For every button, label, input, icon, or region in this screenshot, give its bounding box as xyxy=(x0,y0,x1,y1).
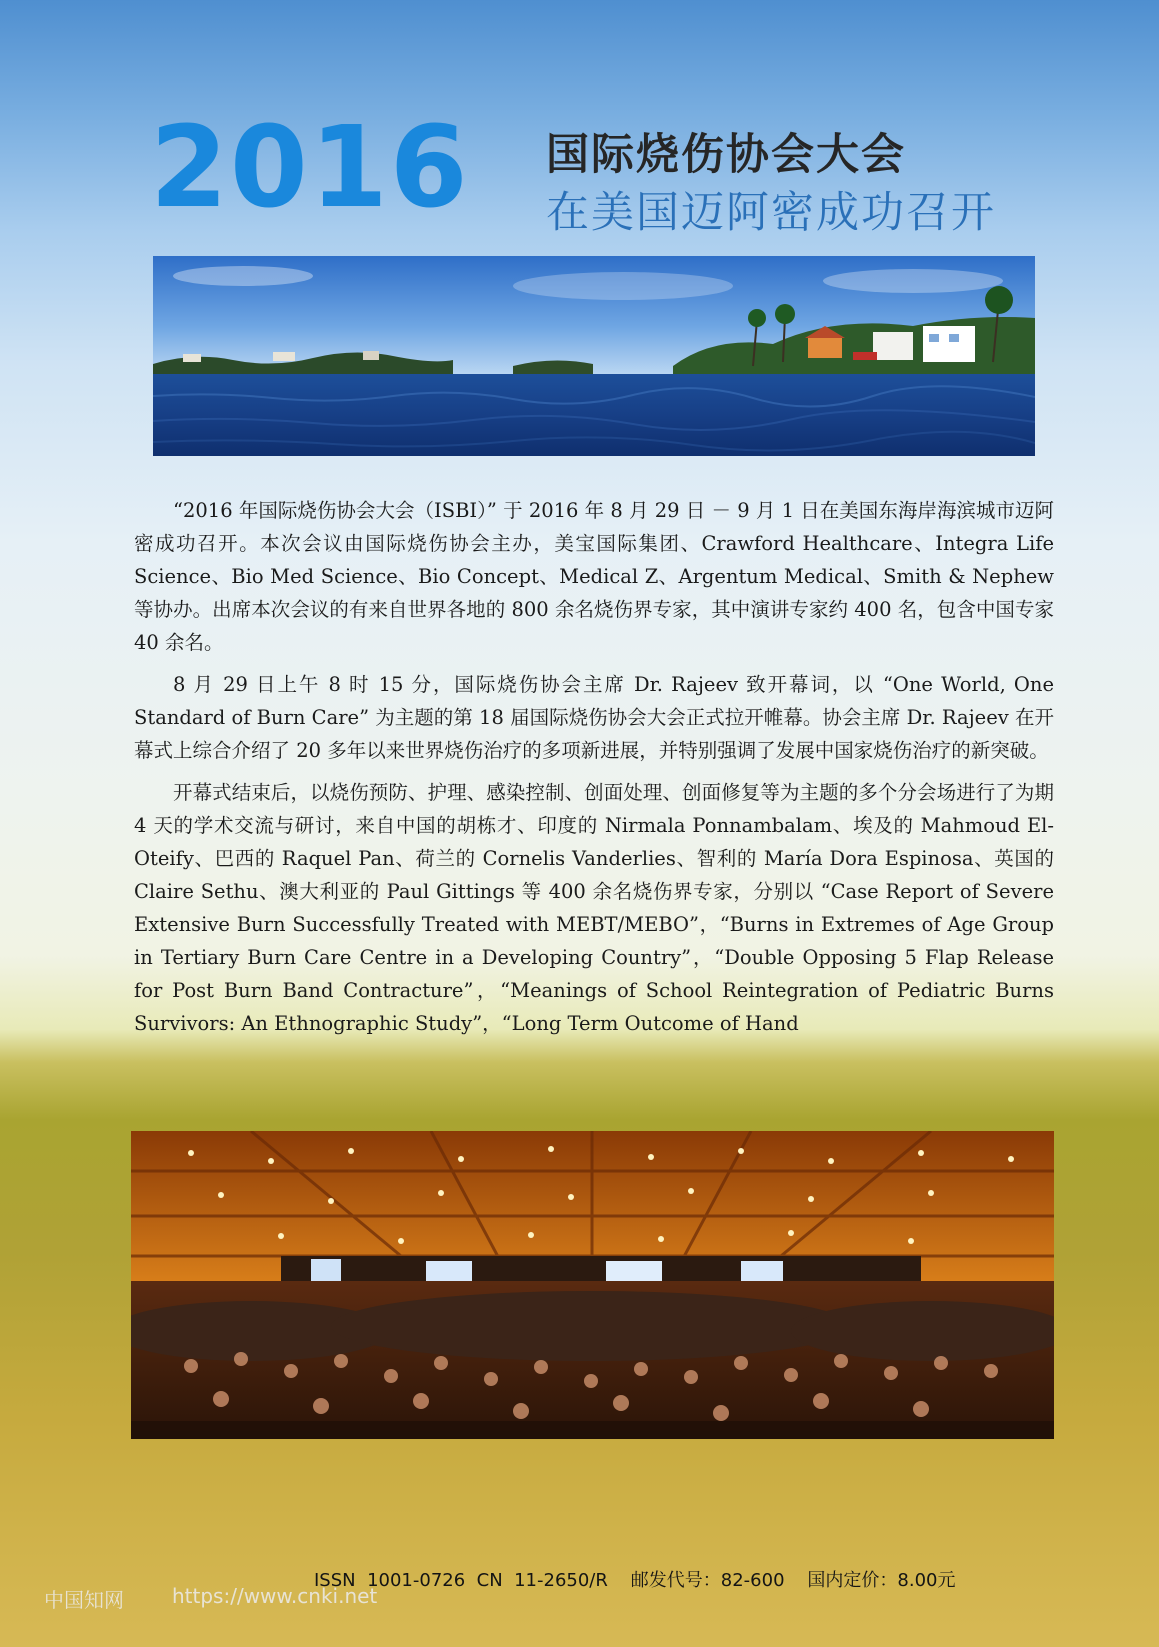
headline-title-line2: 在美国迈阿密成功召开 xyxy=(546,188,996,238)
conference-hall-photo xyxy=(131,1131,1054,1439)
article-paragraph-1: “2016 年国际烧伤协会大会（ISBI）” 于 2016 年 8 月 29 日 － 9 月 1 日在美国东海岸海滨城市迈阿密成功召开。本次会议由国际烧伤协会主办，美宝国际集团、Crawford Healthcare、Integra Life Science、Bio Med Science、Bio Concept、Medical Z、Argentum Medical、Smith & Nephew 等协办。出席本次会议的有来自世界各地的 800 余名烧伤界专家，其中演讲专家约 400 名，包含中国专家 40 余名。 xyxy=(134,499,1054,654)
headline-year: 2016 xyxy=(150,103,470,233)
watermark-url: https://www.cnki.net xyxy=(172,1584,378,1608)
headline-title-line1: 国际烧伤协会大会 xyxy=(546,130,906,180)
miami-waterfront-photo xyxy=(153,256,1035,456)
article-paragraph-2: 8 月 29 日上午 8 时 15 分，国际烧伤协会主席 Dr. Rajeev 致开幕词，以 “One World, One Standard of Burn Care” 为主题的第 18 届国际烧伤协会大会正式拉开帷幕。协会主席 Dr. Rajeev 在开幕式上综合介绍了 20 多年以来世界烧伤治疗的多项新进展，并特别强调了发展中国家烧伤治疗的新突破。 xyxy=(134,673,1054,762)
watermark-site-name: 中国知网 xyxy=(44,1588,124,1612)
article-paragraph-3: 开幕式结束后，以烧伤预防、护理、感染控制、创面处理、创面修复等为主题的多个分会场进行了为期 4 天的学术交流与研讨，来自中国的胡栋才、印度的 Nirmala Ponnambalam、埃及的 Mahmoud El-Oteify、巴西的 Raquel Pan、荷兰的 Cornelis Vanderlies、智利的 María Dora Espinosa、英国的 Claire Sethu、澳大利亚的 Paul Gittings 等 400 余名烧伤界专家，分别以 “Case Report of Severe Extensive Burn Successfully Treated with MEBT/MEBO”，“Burns in Extremes of Age Group in Tertiary Burn Care Centre in a Developing Country”，“Double Opposing 5 Flap Release for Post Burn Band Contracture”，“Meanings of School Reintegration of Pediatric Burns Survivors: An Ethnographic Study”，“Long Term Outcome of Hand xyxy=(134,781,1054,1035)
article-body xyxy=(134,494,1054,1049)
publication-info: ISSN 1001-0726 CN 11-2650/R 邮发代号：82-600 国内定价：8.00元 xyxy=(314,1570,956,1591)
